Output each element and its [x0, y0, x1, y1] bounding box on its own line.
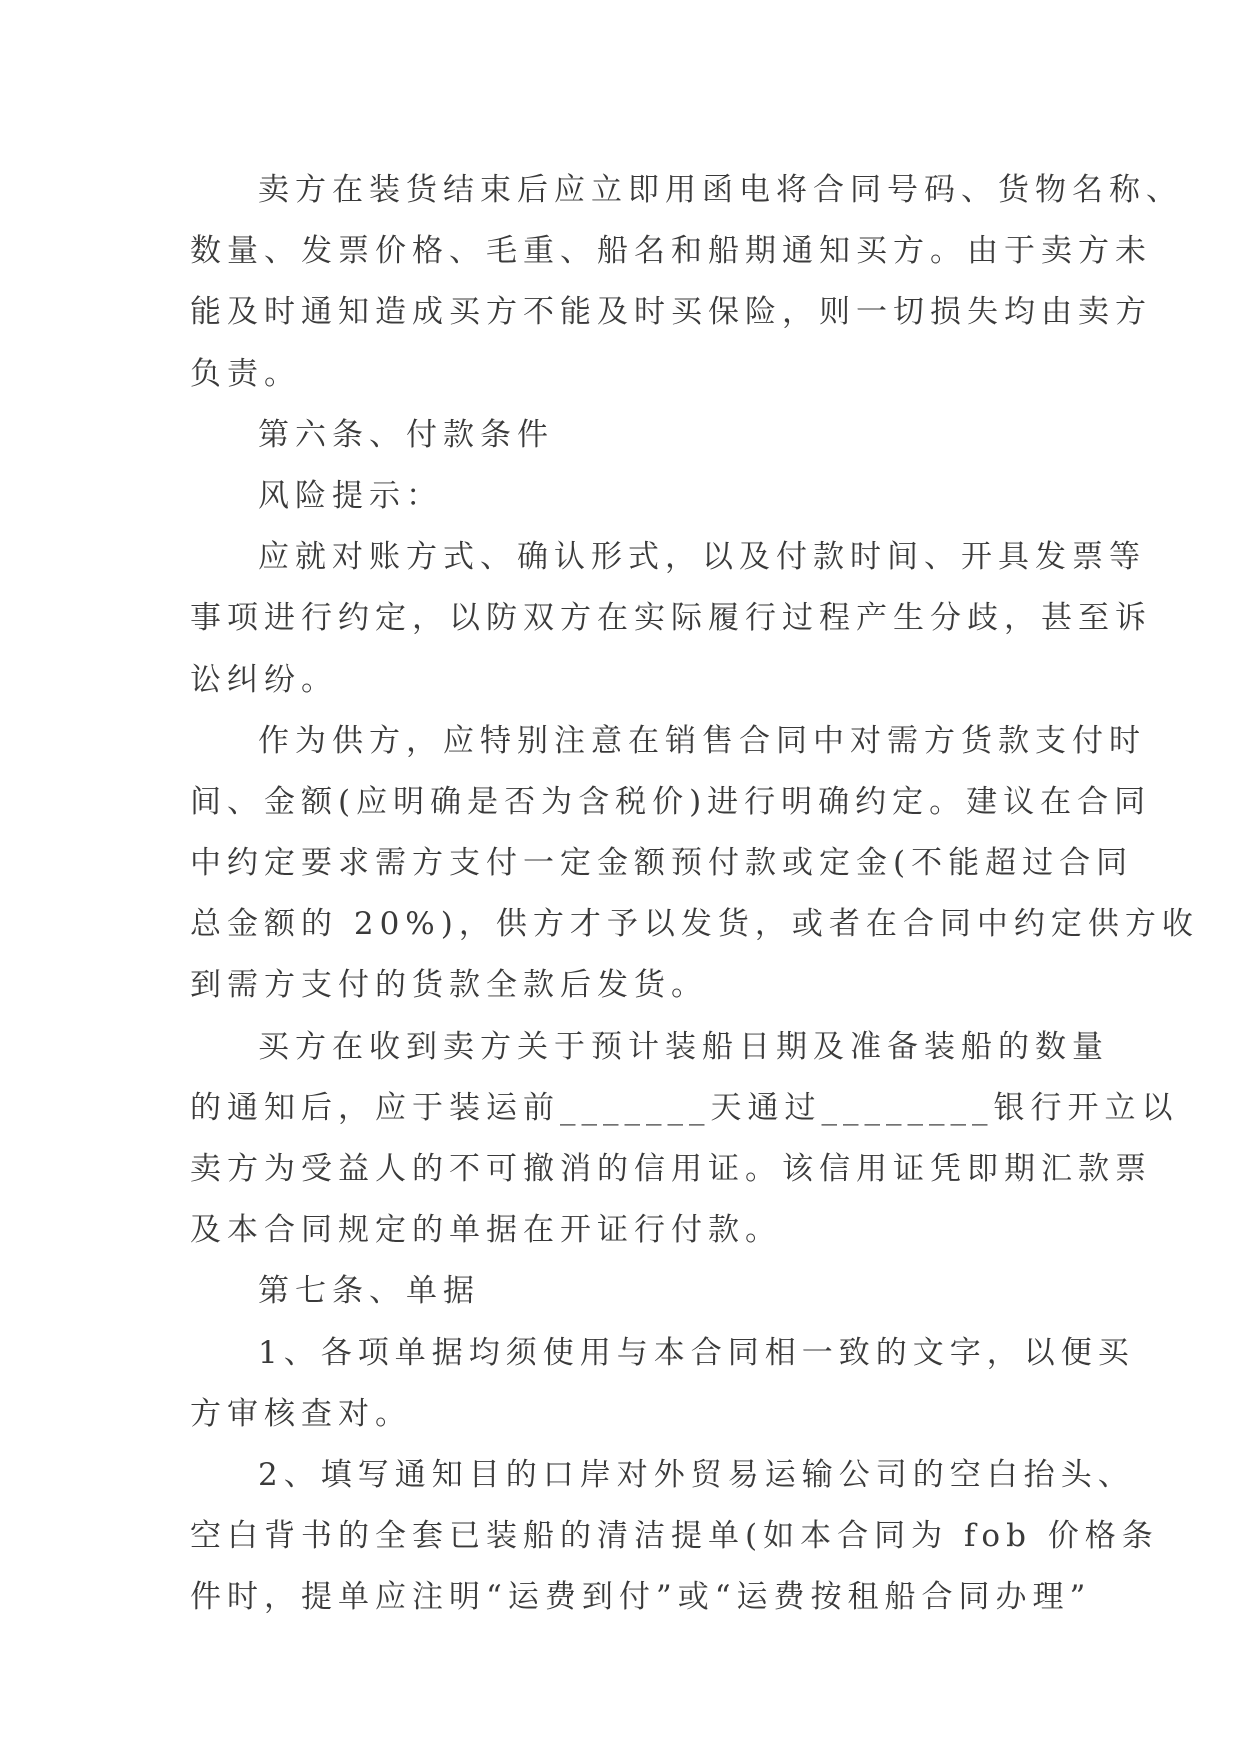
text-line: 买方在收到卖方关于预计装船日期及准备装船的数量 [258, 1028, 1109, 1065]
section-heading: 第六条、付款条件 [258, 416, 554, 453]
text-line: 卖方在装货结束后应立即用函电将合同号码、货物名称、 [258, 172, 1183, 208]
text-line: 事项进行约定，以防双方在实际履行过程产生分歧，甚至诉 [190, 600, 1152, 637]
text-line: 卖方为受益人的不可撤消的信用证。该信用证凭即期汇款票 [190, 1151, 1152, 1187]
text-line: 作为供方，应特别注意在销售合同中对需方货款支付时 [258, 722, 1146, 759]
text-line: 负责。 [190, 355, 301, 392]
risk-label: 风险提示： [258, 477, 443, 514]
text-line: 应就对账方式、确认形式，以及付款时间、开具发票等 [258, 539, 1146, 576]
text-line: 讼纠纷。 [190, 661, 338, 698]
text-line: 间、金额(应明确是否为含税价)进行明确约定。建议在合同 [190, 783, 1152, 820]
section-heading: 第七条、单据 [258, 1273, 480, 1310]
text-line: 中约定要求需方支付一定金额预付款或定金(不能超过合同 [190, 845, 1134, 882]
document-body [190, 160, 1199, 1629]
text-line: 的通知后，应于装运前_______天通过________银行开立以 [190, 1089, 1179, 1126]
text-line: 及本合同规定的单据在开证行付款。 [190, 1212, 782, 1249]
text-line: 1、各项单据均须使用与本合同相一致的文字，以便买 [258, 1334, 1135, 1371]
text-line: 到需方支付的货款全款后发货。 [190, 967, 708, 1004]
text-line: 数量、发票价格、毛重、船名和船期通知买方。由于卖方未 [190, 233, 1152, 270]
text-line: 能及时通知造成买方不能及时买保险，则一切损失均由卖方 [190, 294, 1152, 331]
text-line: 2、填写通知目的口岸对外贸易运输公司的空白抬头、 [258, 1456, 1135, 1493]
text-line: 空白背书的全套已装船的清洁提单(如本合同为 fob 价格条 [190, 1518, 1159, 1555]
text-line: 件时，提单应注明“运费到付”或“运费按租船合同办理” [190, 1579, 1092, 1616]
text-line: 方审核查对。 [190, 1395, 412, 1432]
text-line: 总金额的 20%)，供方才予以发货，或者在合同中约定供方收 [190, 906, 1199, 943]
